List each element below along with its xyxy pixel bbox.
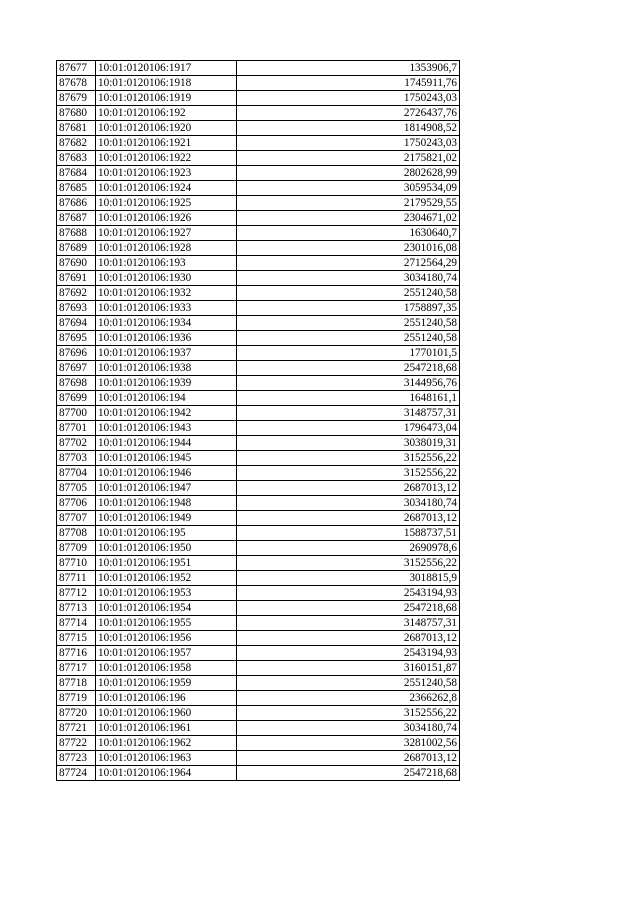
row-id-cell: 87685	[57, 181, 96, 196]
row-id-cell: 87701	[57, 421, 96, 436]
table-row	[57, 721, 460, 736]
cadastral-number-cell: 10:01:0120106:1957	[96, 646, 237, 661]
row-id-cell: 87709	[57, 541, 96, 556]
value-cell: 1648161,1	[237, 391, 460, 406]
value-cell: 3152556,22	[237, 706, 460, 721]
table-row	[57, 586, 460, 601]
value-cell: 2175821,02	[237, 151, 460, 166]
row-id-cell: 87677	[57, 61, 96, 76]
value-cell: 2179529,55	[237, 196, 460, 211]
value-cell: 3038019,31	[237, 436, 460, 451]
cadastral-number-cell: 10:01:0120106:1934	[96, 316, 237, 331]
row-id-cell: 87715	[57, 631, 96, 646]
table-row	[57, 601, 460, 616]
row-id-cell: 87718	[57, 676, 96, 691]
cadastral-number-cell: 10:01:0120106:1927	[96, 226, 237, 241]
value-cell: 3034180,74	[237, 496, 460, 511]
table-row	[57, 76, 460, 91]
table-body	[57, 61, 460, 781]
value-cell: 2301016,08	[237, 241, 460, 256]
cadastral-number-cell: 10:01:0120106:1954	[96, 601, 237, 616]
table-row	[57, 121, 460, 136]
table-row	[57, 526, 460, 541]
cadastral-number-cell: 10:01:0120106:1955	[96, 616, 237, 631]
row-id-cell: 87691	[57, 271, 96, 286]
row-id-cell: 87684	[57, 166, 96, 181]
row-id-cell: 87695	[57, 331, 96, 346]
row-id-cell: 87712	[57, 586, 96, 601]
table-row	[57, 211, 460, 226]
cadastral-number-cell: 10:01:0120106:1953	[96, 586, 237, 601]
table-row	[57, 91, 460, 106]
row-id-cell: 87708	[57, 526, 96, 541]
row-id-cell: 87680	[57, 106, 96, 121]
row-id-cell: 87714	[57, 616, 96, 631]
cadastral-number-cell: 10:01:0120106:1923	[96, 166, 237, 181]
cadastral-number-cell: 10:01:0120106:1950	[96, 541, 237, 556]
table-row	[57, 511, 460, 526]
table-row	[57, 391, 460, 406]
table-row	[57, 451, 460, 466]
cadastral-number-cell: 10:01:0120106:1939	[96, 376, 237, 391]
table-row	[57, 481, 460, 496]
value-cell: 3281002,56	[237, 736, 460, 751]
value-cell: 2304671,02	[237, 211, 460, 226]
cadastral-number-cell: 10:01:0120106:1943	[96, 421, 237, 436]
table-row	[57, 766, 460, 781]
cadastral-number-cell: 10:01:0120106:1921	[96, 136, 237, 151]
table-row	[57, 301, 460, 316]
cadastral-number-cell: 10:01:0120106:1945	[96, 451, 237, 466]
row-id-cell: 87700	[57, 406, 96, 421]
value-cell: 3144956,76	[237, 376, 460, 391]
value-cell: 3152556,22	[237, 556, 460, 571]
cadastral-number-cell: 10:01:0120106:1924	[96, 181, 237, 196]
row-id-cell: 87696	[57, 346, 96, 361]
cadastral-number-cell: 10:01:0120106:1928	[96, 241, 237, 256]
table-row	[57, 181, 460, 196]
value-cell: 2726437,76	[237, 106, 460, 121]
value-cell: 1750243,03	[237, 136, 460, 151]
value-cell: 2690978,6	[237, 541, 460, 556]
table-row	[57, 496, 460, 511]
table-row	[57, 706, 460, 721]
value-cell: 2551240,58	[237, 316, 460, 331]
value-cell: 1770101,5	[237, 346, 460, 361]
table-row	[57, 571, 460, 586]
table-row	[57, 361, 460, 376]
value-cell: 1630640,7	[237, 226, 460, 241]
table-row	[57, 676, 460, 691]
table-row	[57, 106, 460, 121]
table-row	[57, 466, 460, 481]
cadastral-number-cell: 10:01:0120106:1949	[96, 511, 237, 526]
table-row	[57, 376, 460, 391]
value-cell: 2366262,8	[237, 691, 460, 706]
row-id-cell: 87716	[57, 646, 96, 661]
row-id-cell: 87688	[57, 226, 96, 241]
value-cell: 2802628,99	[237, 166, 460, 181]
row-id-cell: 87679	[57, 91, 96, 106]
cadastral-number-cell: 10:01:0120106:1926	[96, 211, 237, 226]
row-id-cell: 87713	[57, 601, 96, 616]
value-cell: 1750243,03	[237, 91, 460, 106]
value-cell: 2547218,68	[237, 766, 460, 781]
table-row	[57, 316, 460, 331]
cadastral-number-cell: 10:01:0120106:1938	[96, 361, 237, 376]
cadastral-number-cell: 10:01:0120106:1946	[96, 466, 237, 481]
table-row	[57, 271, 460, 286]
table-row	[57, 226, 460, 241]
cadastral-number-cell: 10:01:0120106:192	[96, 106, 237, 121]
value-cell: 2712564,29	[237, 256, 460, 271]
row-id-cell: 87724	[57, 766, 96, 781]
cadastral-number-cell: 10:01:0120106:1948	[96, 496, 237, 511]
value-cell: 3018815,9	[237, 571, 460, 586]
cadastral-number-cell: 10:01:0120106:1963	[96, 751, 237, 766]
table-row	[57, 421, 460, 436]
table-row	[57, 286, 460, 301]
table-row	[57, 631, 460, 646]
cadastral-number-cell: 10:01:0120106:1937	[96, 346, 237, 361]
row-id-cell: 87717	[57, 661, 96, 676]
cadastral-number-cell: 10:01:0120106:1951	[96, 556, 237, 571]
row-id-cell: 87683	[57, 151, 96, 166]
cadastral-number-cell: 10:01:0120106:1936	[96, 331, 237, 346]
cadastral-number-cell: 10:01:0120106:1919	[96, 91, 237, 106]
table-row	[57, 541, 460, 556]
row-id-cell: 87692	[57, 286, 96, 301]
table-row	[57, 331, 460, 346]
row-id-cell: 87711	[57, 571, 96, 586]
cadastral-number-cell: 10:01:0120106:1932	[96, 286, 237, 301]
cadastral-number-cell: 10:01:0120106:1964	[96, 766, 237, 781]
cadastral-number-cell: 10:01:0120106:195	[96, 526, 237, 541]
value-cell: 3160151,87	[237, 661, 460, 676]
value-cell: 1745911,76	[237, 76, 460, 91]
row-id-cell: 87698	[57, 376, 96, 391]
value-cell: 2543194,93	[237, 646, 460, 661]
cadastral-number-cell: 10:01:0120106:1958	[96, 661, 237, 676]
value-cell: 3059534,09	[237, 181, 460, 196]
row-id-cell: 87719	[57, 691, 96, 706]
row-id-cell: 87690	[57, 256, 96, 271]
row-id-cell: 87681	[57, 121, 96, 136]
row-id-cell: 87697	[57, 361, 96, 376]
value-cell: 3152556,22	[237, 451, 460, 466]
row-id-cell: 87694	[57, 316, 96, 331]
value-cell: 1353906,7	[237, 61, 460, 76]
value-cell: 2687013,12	[237, 751, 460, 766]
table-row	[57, 691, 460, 706]
value-cell: 1758897,35	[237, 301, 460, 316]
cadastral-number-cell: 10:01:0120106:1944	[96, 436, 237, 451]
cadastral-number-cell: 10:01:0120106:1930	[96, 271, 237, 286]
table-row	[57, 166, 460, 181]
table-row	[57, 736, 460, 751]
table-row	[57, 346, 460, 361]
row-id-cell: 87686	[57, 196, 96, 211]
cadastral-number-cell: 10:01:0120106:1961	[96, 721, 237, 736]
row-id-cell: 87706	[57, 496, 96, 511]
table-row	[57, 241, 460, 256]
cadastral-number-cell: 10:01:0120106:1925	[96, 196, 237, 211]
value-cell: 1588737,51	[237, 526, 460, 541]
value-cell: 2687013,12	[237, 511, 460, 526]
value-cell: 1814908,52	[237, 121, 460, 136]
row-id-cell: 87707	[57, 511, 96, 526]
table-row	[57, 196, 460, 211]
table-row	[57, 406, 460, 421]
cadastral-number-cell: 10:01:0120106:196	[96, 691, 237, 706]
cadastral-number-cell: 10:01:0120106:1917	[96, 61, 237, 76]
row-id-cell: 87720	[57, 706, 96, 721]
table-row	[57, 436, 460, 451]
cadastral-number-cell: 10:01:0120106:1922	[96, 151, 237, 166]
cadastral-number-cell: 10:01:0120106:1952	[96, 571, 237, 586]
row-id-cell: 87705	[57, 481, 96, 496]
value-cell: 2687013,12	[237, 631, 460, 646]
value-cell: 1796473,04	[237, 421, 460, 436]
row-id-cell: 87723	[57, 751, 96, 766]
row-id-cell: 87693	[57, 301, 96, 316]
row-id-cell: 87710	[57, 556, 96, 571]
value-cell: 2687013,12	[237, 481, 460, 496]
value-cell: 2551240,58	[237, 331, 460, 346]
cadastral-number-cell: 10:01:0120106:1933	[96, 301, 237, 316]
table-row	[57, 61, 460, 76]
cadastral-number-cell: 10:01:0120106:1947	[96, 481, 237, 496]
cadastral-number-cell: 10:01:0120106:1962	[96, 736, 237, 751]
table-row	[57, 556, 460, 571]
value-cell: 2547218,68	[237, 361, 460, 376]
row-id-cell: 87689	[57, 241, 96, 256]
row-id-cell: 87704	[57, 466, 96, 481]
value-cell: 2551240,58	[237, 286, 460, 301]
row-id-cell: 87687	[57, 211, 96, 226]
row-id-cell: 87678	[57, 76, 96, 91]
row-id-cell: 87721	[57, 721, 96, 736]
table-row	[57, 646, 460, 661]
value-cell: 3148757,31	[237, 616, 460, 631]
cadastral-number-cell: 10:01:0120106:1920	[96, 121, 237, 136]
row-id-cell: 87703	[57, 451, 96, 466]
cadastral-number-cell: 10:01:0120106:193	[96, 256, 237, 271]
value-cell: 2547218,68	[237, 601, 460, 616]
row-id-cell: 87699	[57, 391, 96, 406]
row-id-cell: 87682	[57, 136, 96, 151]
row-id-cell: 87722	[57, 736, 96, 751]
cadastral-number-cell: 10:01:0120106:1956	[96, 631, 237, 646]
value-cell: 3152556,22	[237, 466, 460, 481]
data-table	[56, 60, 460, 781]
table-row	[57, 751, 460, 766]
value-cell: 3034180,74	[237, 721, 460, 736]
table-row	[57, 661, 460, 676]
value-cell: 3148757,31	[237, 406, 460, 421]
table-row	[57, 256, 460, 271]
cadastral-number-cell: 10:01:0120106:1942	[96, 406, 237, 421]
table-row	[57, 136, 460, 151]
table-row	[57, 151, 460, 166]
cadastral-number-cell: 10:01:0120106:194	[96, 391, 237, 406]
row-id-cell: 87702	[57, 436, 96, 451]
value-cell: 2551240,58	[237, 676, 460, 691]
cadastral-number-cell: 10:01:0120106:1960	[96, 706, 237, 721]
cadastral-number-cell: 10:01:0120106:1959	[96, 676, 237, 691]
table-row	[57, 616, 460, 631]
value-cell: 3034180,74	[237, 271, 460, 286]
value-cell: 2543194,93	[237, 586, 460, 601]
cadastral-number-cell: 10:01:0120106:1918	[96, 76, 237, 91]
